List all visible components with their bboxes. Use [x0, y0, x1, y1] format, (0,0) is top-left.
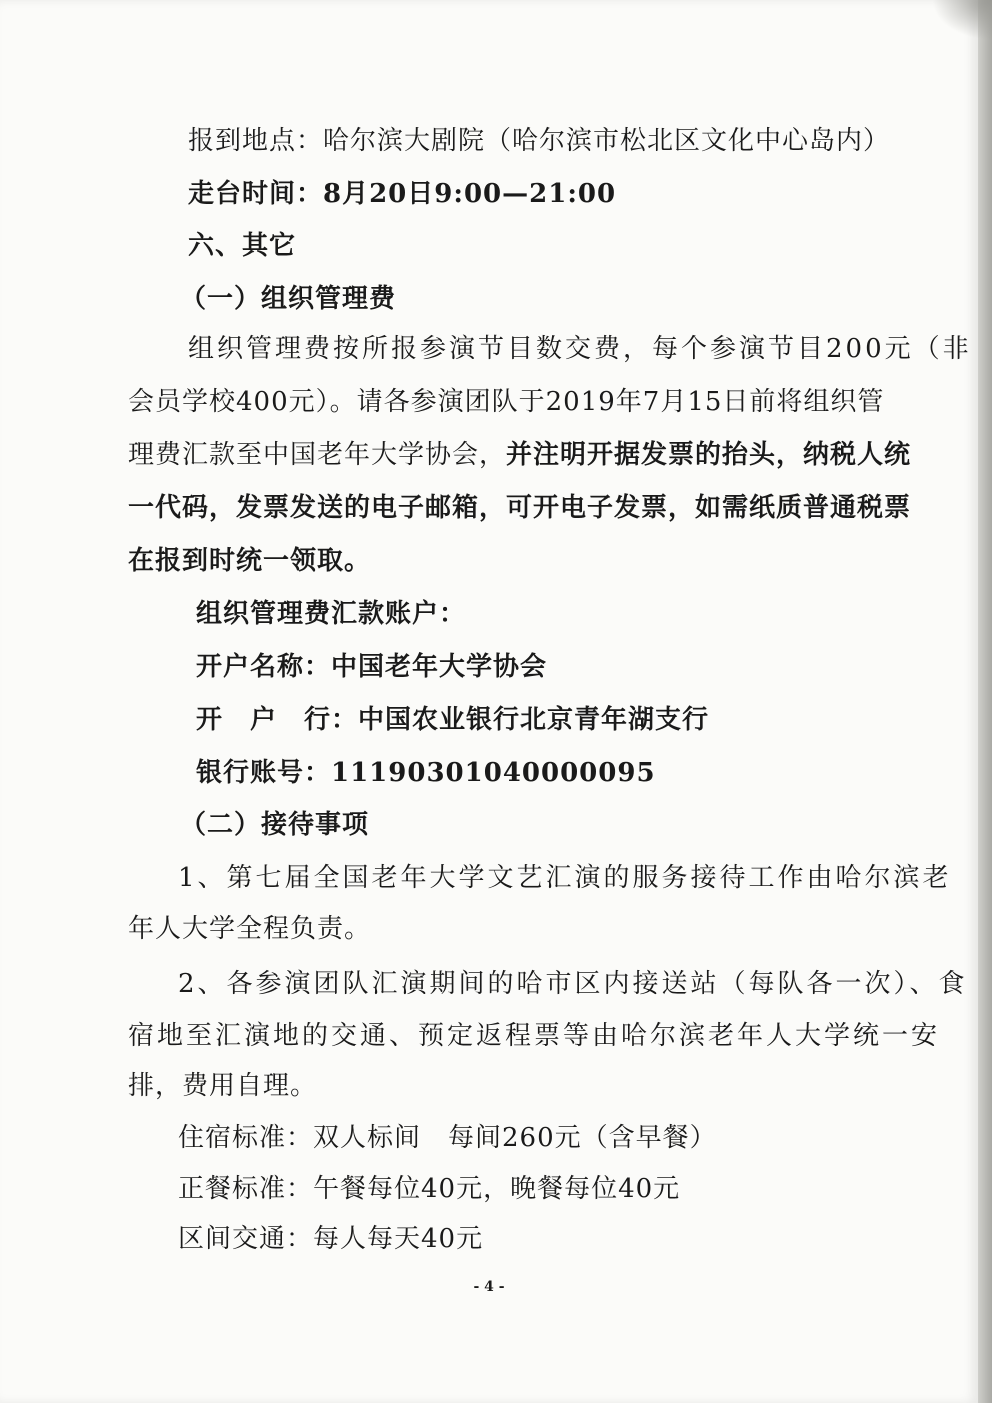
subsection-heading-fee: （一）组织管理费 [180, 284, 397, 314]
reception-item-2-line-1: 2、各参演团队汇演期间的哈市区内接送站（每队各一次）、食 [178, 969, 968, 999]
bank-branch: 开 户 行：中国农业银行北京青年湖支行 [196, 705, 710, 735]
local-transport: 区间交通：每人每天40元 [178, 1224, 484, 1254]
page-number: - 4 - [473, 1279, 505, 1295]
subsection-heading-reception: （二）接待事项 [180, 810, 370, 840]
accommodation-standard: 住宿标准：双人标间 每间260元（含早餐） [178, 1123, 717, 1153]
account-name: 开户名称：中国老年大学协会 [196, 652, 548, 682]
remittance-account-heading: 组织管理费汇款账户： [196, 599, 467, 629]
reception-item-2-line-3: 排，费用自理。 [128, 1071, 318, 1101]
reception-item-1-line-1: 1、第七届全国老年大学文艺汇演的服务接待工作由哈尔滨老 [178, 863, 952, 893]
fee-paragraph-line-3: 理费汇款至中国老年大学协会，并注明开据发票的抬头，纳税人统 [128, 440, 912, 470]
fee-paragraph-line-4: 一代码，发票发送的电子邮箱，可开电子发票，如需纸质普通税票 [128, 493, 912, 523]
reception-item-2-line-2: 宿地至汇演地的交通、预定返程票等由哈尔滨老年人大学统一安 [128, 1021, 941, 1051]
reception-item-1-line-2: 年人大学全程负责。 [128, 914, 372, 944]
fee-paragraph-line-1: 组织管理费按所报参演节目数交费，每个参演节目200元（非 [188, 334, 972, 364]
section-heading-other: 六、其它 [188, 231, 297, 261]
checkin-location: 报到地点：哈尔滨大剧院（哈尔滨市松北区文化中心岛内） [188, 126, 891, 156]
bank-account-number: 银行账号：11190301040000095 [196, 758, 656, 788]
fee-paragraph-line-5: 在报到时统一领取。 [128, 546, 372, 576]
meal-standard: 正餐标准：午餐每位40元，晚餐每位40元 [178, 1174, 681, 1204]
rehearsal-time: 走台时间：8月20日9:00—21:00 [188, 179, 617, 209]
page-corner-shadow [932, 0, 992, 40]
page-edge-shadow [978, 0, 992, 1403]
fee-paragraph-line-2: 会员学校400元）。请各参演团队于2019年7月15日前将组织管 [128, 387, 885, 417]
invoice-note-bold: 并注明开据发票的抬头，纳税人统 [506, 440, 912, 470]
